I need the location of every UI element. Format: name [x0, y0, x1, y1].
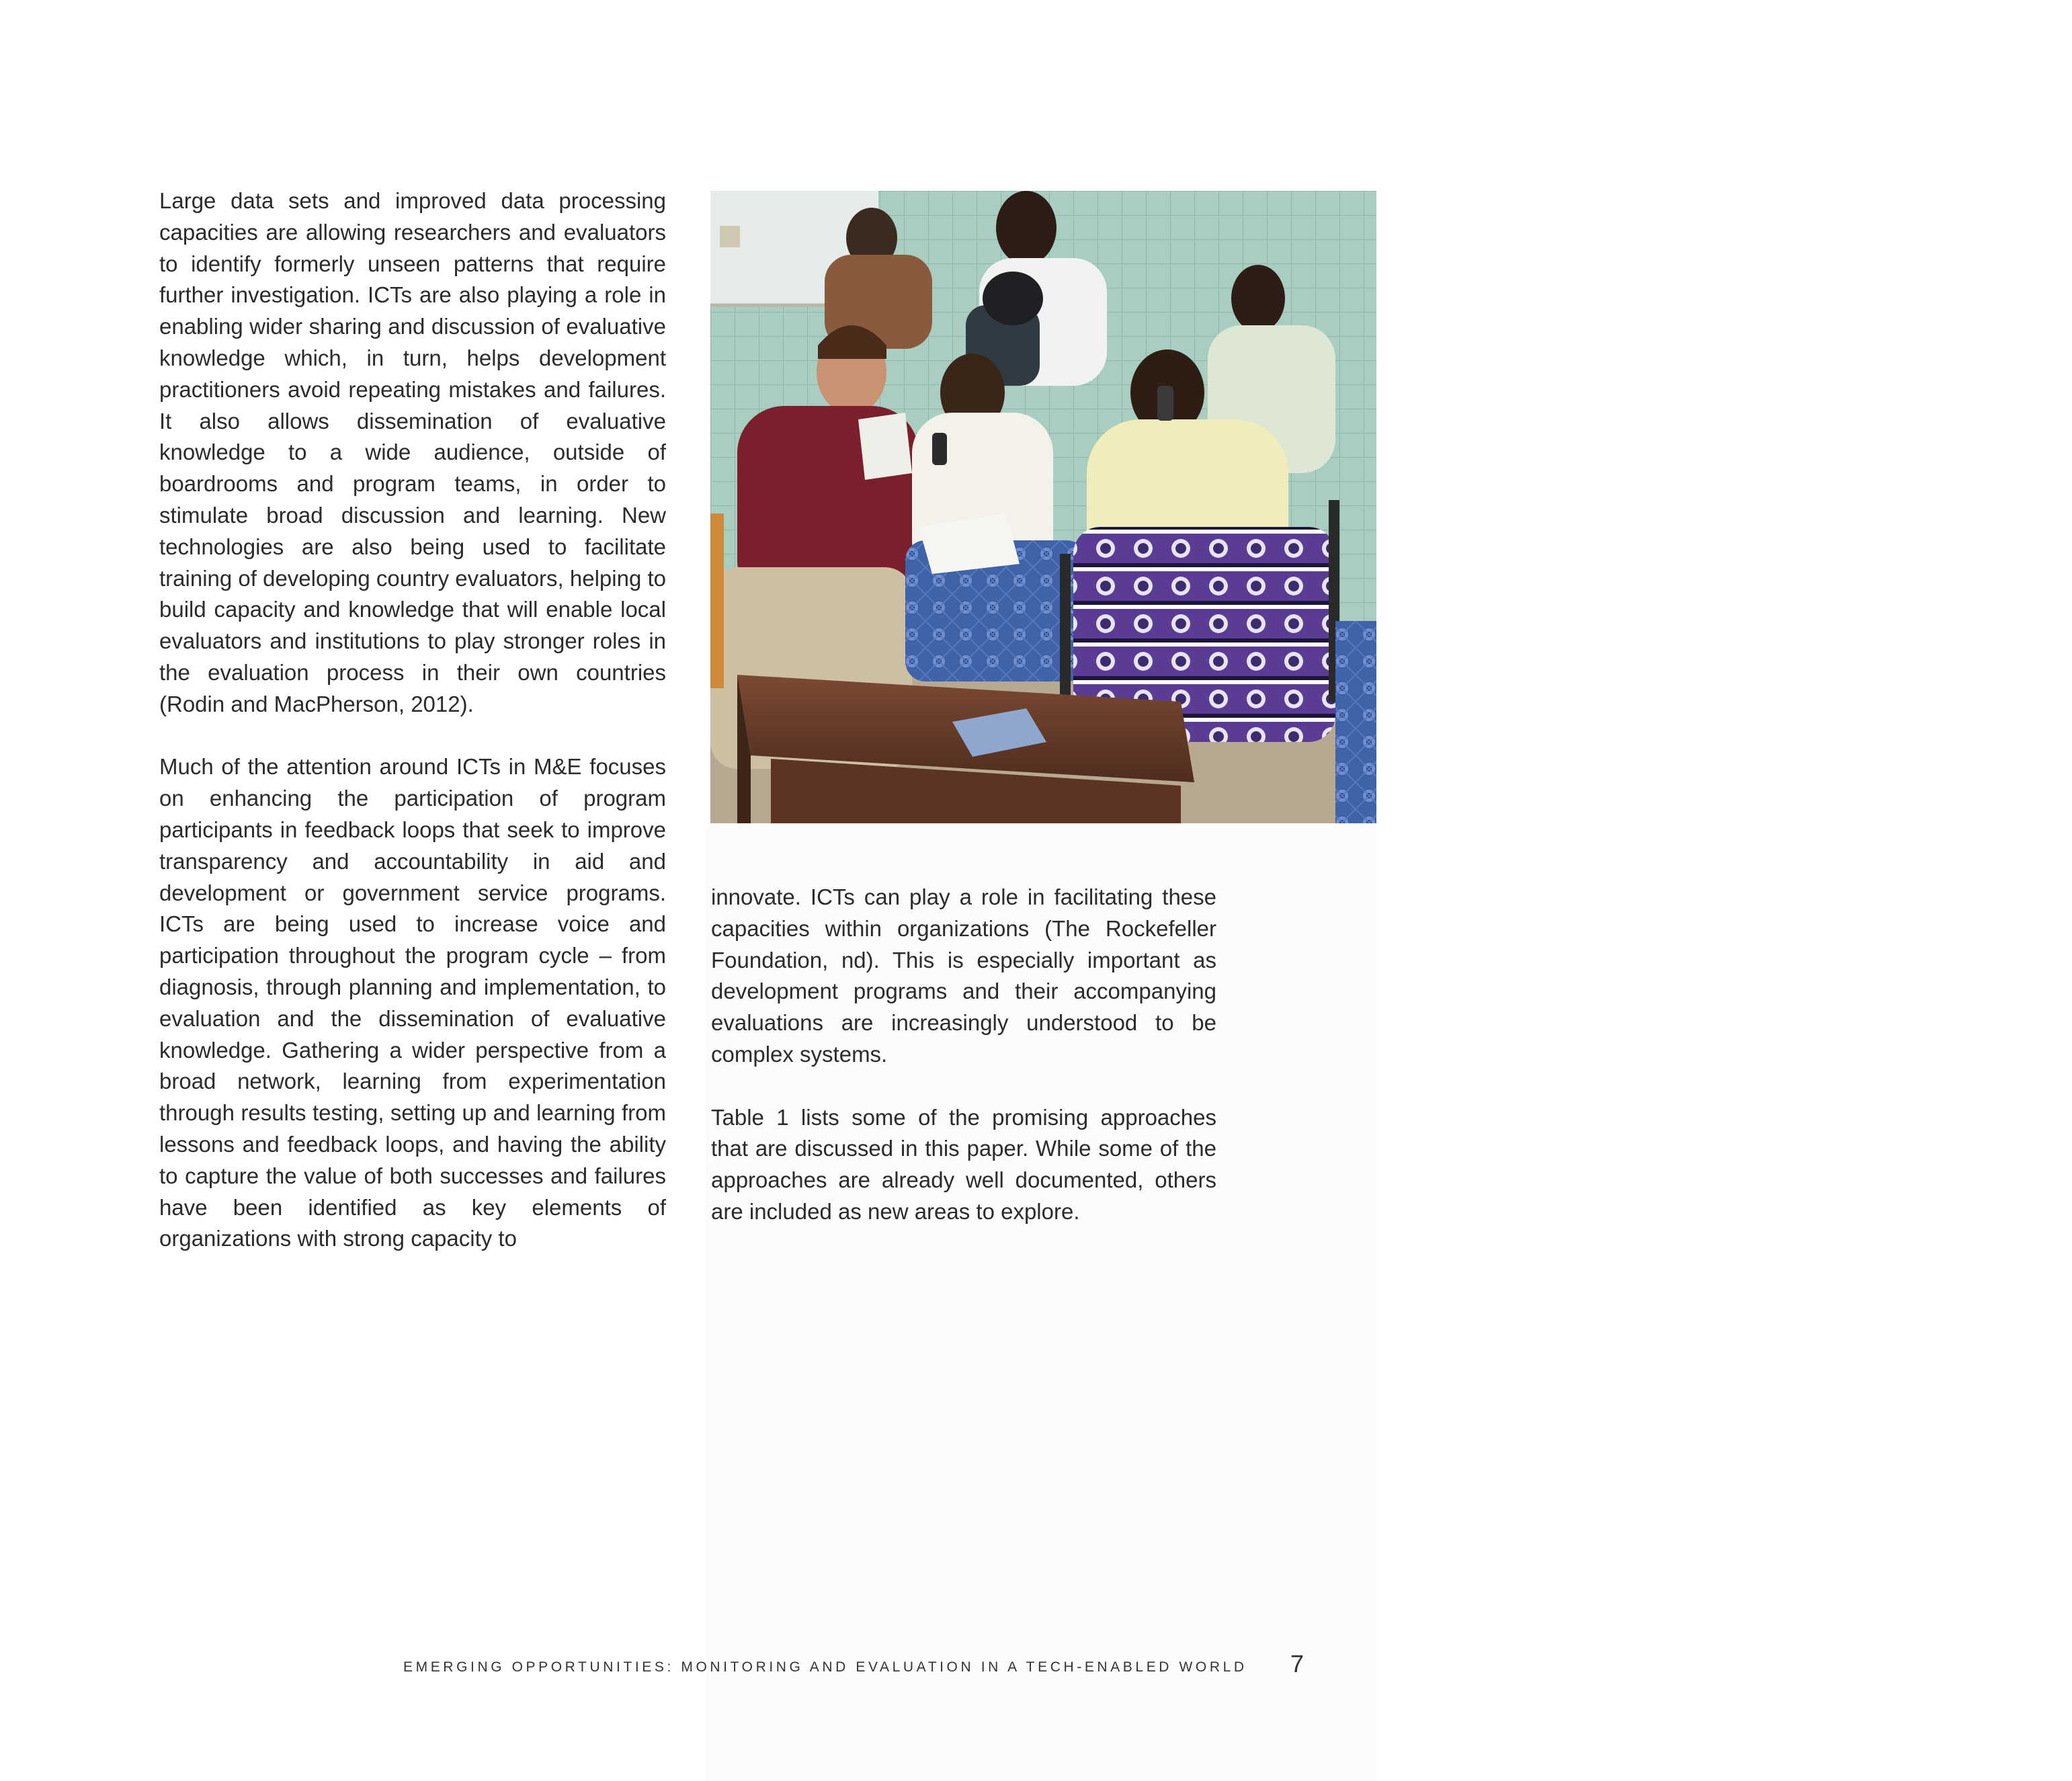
photo-illustration: [710, 191, 1376, 823]
page-number: 7: [1290, 1650, 1304, 1678]
body-paragraph: Much of the attention around ICTs in M&E focuses on enhancing the participation of program participants in feedback loops that seek to improve transparency and accountability in aid and development or government service programs. ICTs are being used to increase voice and participation throughout the program cycle – from diagnosis, through planning and implementation, to evaluation and the dissemination of evaluative knowledge. Gathering a wider perspective from a broad network, learning from experimentation through results testing, setting up and learning from lessons and feedback loops, and having the ability to capture the value of both successes and failures have been identified as key elements of organizations with strong capacity to: [159, 754, 666, 1251]
body-paragraph: innovate. ICTs can play a role in facilitating these capacities within organizations (The Rockefeller Foundation, nd). This is especially important as development programs and their accompanying evaluations are increasingly understood to be complex systems.: [711, 884, 1216, 1067]
left-column: [159, 185, 666, 1255]
running-footer-title: EMERGING OPPORTUNITIES: MONITORING AND EVALUATION IN A TECH-ENABLED WORLD: [403, 1659, 1247, 1675]
photo-credit: © Josh Nesbit: [2055, 785, 2071, 887]
body-paragraph: Large data sets and improved data processing capacities are allowing researchers and evaluators to identify formerly unseen patterns that require further investigation. ICTs are also playing a role in enabling wider sharing and discussion of evaluative knowledge which, in turn, helps development practitioners avoid repeating mistakes and failures. It also allows dissemination of evaluative knowledge to a wide audience, outside of boardrooms and program teams, in order to stimulate broad discussion and learning. New technologies are also being used to facilitate training of developing country evaluators, helping to build capacity and knowledge that will enable local evaluators and institutions to play stronger roles in the evaluation process in their own countries (Rodin and MacPherson, 2012).: [159, 188, 666, 716]
training-photo: [710, 191, 2071, 887]
right-column: [711, 882, 1216, 1228]
body-paragraph: Table 1 lists some of the promising approaches that are discussed in this paper. While some of the approaches are already well documented, others are included as new areas to explore.: [711, 1104, 1216, 1224]
